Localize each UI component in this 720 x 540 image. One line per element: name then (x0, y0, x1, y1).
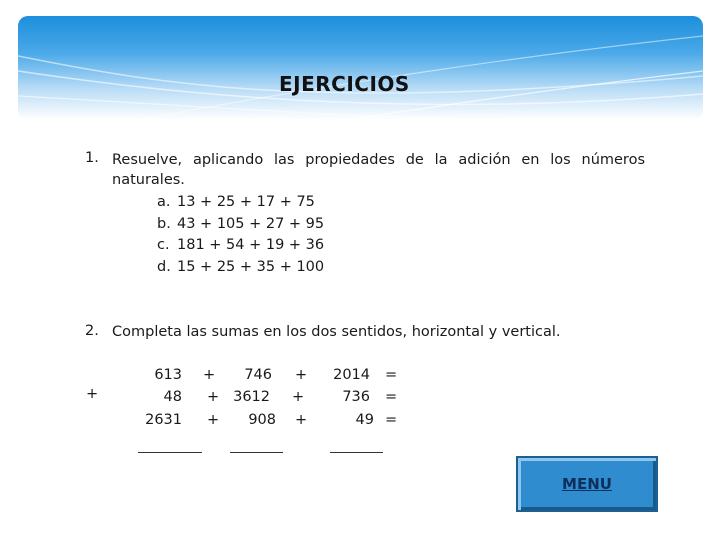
vertical-plus-sign: + (86, 386, 99, 402)
answer-line (138, 452, 202, 453)
plus-sign: + (295, 367, 308, 383)
wave-decoration (18, 16, 703, 120)
menu-label[interactable]: MENU (562, 475, 612, 493)
sub-item-label: b. (157, 216, 171, 232)
page-title: EJERCICIOS (279, 72, 410, 96)
grid-cell: 3612 (233, 389, 270, 405)
grid-cell: 613 (154, 367, 182, 383)
exercise-2-number: 2. (85, 323, 99, 339)
sub-item-label: d. (157, 259, 171, 275)
grid-cell: 49 (355, 412, 374, 428)
sub-item-expr: 13 + 25 + 17 + 75 (177, 194, 315, 210)
sub-item-expr: 43 + 105 + 27 + 95 (177, 216, 325, 232)
plus-sign: + (203, 367, 216, 383)
sub-item-label: a. (157, 194, 171, 210)
answer-line (230, 452, 283, 453)
exercise-2-text: Completa las sumas en los dos sentidos, horizontal y vertical. (112, 324, 561, 340)
grid-cell: 908 (248, 412, 276, 428)
grid-cell: 2631 (145, 412, 182, 428)
menu-button[interactable] (516, 456, 658, 512)
plus-sign: + (292, 389, 305, 405)
grid-cell: 48 (163, 389, 182, 405)
grid-cell: 736 (342, 389, 370, 405)
exercise-1-text: Resuelve, aplicando las propiedades de la adición en los números naturales. (112, 152, 645, 188)
exercise-1-number: 1. (85, 150, 99, 166)
sub-item-expr: 15 + 25 + 35 + 100 (177, 259, 325, 275)
equals-sign: = (385, 389, 398, 405)
header-banner (18, 16, 703, 120)
grid-cell: 2014 (333, 367, 370, 383)
sub-item-label: c. (157, 237, 170, 253)
equals-sign: = (385, 367, 398, 383)
plus-sign: + (207, 412, 220, 428)
equals-sign: = (385, 412, 398, 428)
plus-sign: + (295, 412, 308, 428)
plus-sign: + (207, 389, 220, 405)
answer-line (330, 452, 383, 453)
sub-item-expr: 181 + 54 + 19 + 36 (177, 237, 325, 253)
grid-cell: 746 (244, 367, 272, 383)
